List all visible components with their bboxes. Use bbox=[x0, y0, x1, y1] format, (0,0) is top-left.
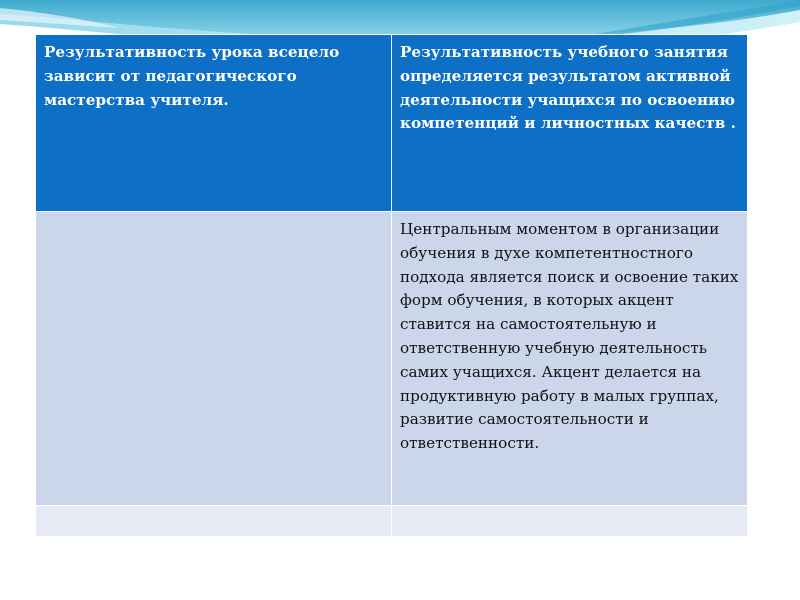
footer-cell-left bbox=[36, 506, 392, 537]
comparison-table bbox=[35, 34, 748, 537]
body-cell-left bbox=[36, 212, 392, 506]
header-cell-right: Результативность учебного занятия определяется результатом активной деятельности учащихся по освоению компетенций и личностных качеств . bbox=[392, 35, 748, 212]
body-cell-right: Центральным моментом в организации обучения в духе компетентностного подхода является поиск и освоение таких форм обучения, в которых акцент ставится на самостоятельную и ответственную учебную деятельность самих учащихся. Акцент делается на продуктивную работу в малых группах, развитие самостоятельности и ответственности. bbox=[392, 212, 748, 506]
footer-cell-right bbox=[392, 506, 748, 537]
header-cell-left: Результативность урока всецело зависит от педагогического мастерства учителя. bbox=[36, 35, 392, 212]
table-footer-row bbox=[36, 506, 748, 537]
table-body-row bbox=[36, 212, 748, 506]
table-header-row bbox=[36, 35, 748, 212]
